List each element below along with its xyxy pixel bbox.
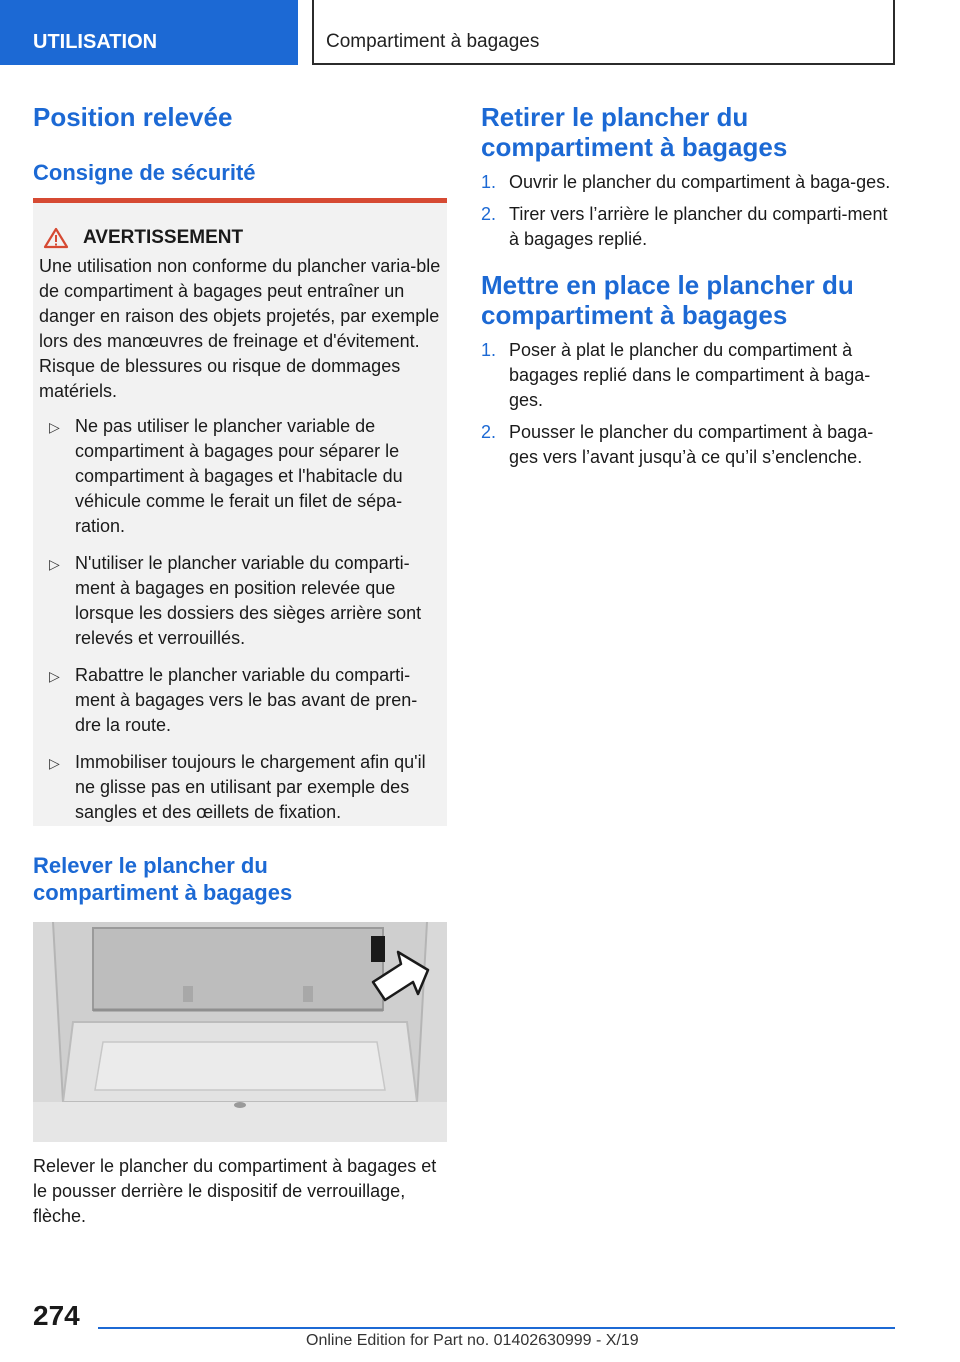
triangle-bullet-icon: ▷ bbox=[49, 556, 60, 572]
install-floor-steps bbox=[481, 338, 895, 470]
step-number: 2. bbox=[481, 204, 497, 224]
step-item bbox=[481, 420, 895, 470]
triangle-bullet-icon: ▷ bbox=[49, 419, 60, 435]
footer-divider bbox=[98, 1327, 895, 1329]
warning-triangle-icon bbox=[43, 227, 69, 249]
step-number: 2. bbox=[481, 422, 497, 442]
triangle-bullet-icon: ▷ bbox=[49, 668, 60, 684]
step-item bbox=[481, 202, 895, 252]
step-text: Tirer vers l’arrière le plancher du comparti-ment à bagages replié. bbox=[509, 204, 888, 249]
warning-list-item-text: N'utiliser le plancher variable du comparti-ment à bagages en position relevée que lorsque les dossiers des sièges arrière sont relevés et verrouillés. bbox=[75, 553, 422, 648]
step-number: 1. bbox=[481, 172, 497, 192]
step-item bbox=[481, 170, 895, 195]
warning-list-item bbox=[39, 551, 441, 651]
header-chapter-tab bbox=[312, 0, 895, 65]
figure-caption: Relever le plancher du compartiment à bagages et le pousser derrière le dispositif de verrouillage, flèche. bbox=[33, 1156, 437, 1226]
warning-list-item bbox=[39, 750, 441, 825]
triangle-bullet-icon: ▷ bbox=[49, 755, 60, 771]
header-section-label: UTILISATION bbox=[33, 31, 158, 53]
step-item bbox=[481, 338, 895, 413]
warning-text: Une utilisation non conforme du plancher varia-ble de compartiment à bagages peut entraîner un danger en raison des objets projetés, par exemple lors des manœuvres de freinage et d'évitement. Risque de blessures ou risque de dommages matériels. bbox=[39, 256, 441, 401]
left-column bbox=[33, 102, 447, 186]
step-text: Pousser le plancher du compartiment à baga-ges vers l’avant jusqu’à ce qu’il s’enclenche. bbox=[509, 422, 874, 467]
trunk-floor-illustration bbox=[33, 922, 447, 1142]
page-title: Position relevée bbox=[33, 102, 233, 132]
remove-floor-heading: Retirer le plancher du compartiment à bagages bbox=[481, 102, 788, 162]
step-text: Poser à plat le plancher du compartiment à bagages replié dans le compartiment à baga-ges. bbox=[509, 340, 871, 410]
warning-list-item-text: Ne pas utiliser le plancher variable de compartiment à bagages pour séparer le compartiment à bagages et l'habitacle du véhicule comme le ferait un filet de sépa-ration. bbox=[75, 416, 403, 536]
warning-list-item-text: Rabattre le plancher variable du comparti-ment à bagages vers le bas avant de pren-dre la route. bbox=[75, 665, 418, 735]
safety-subtitle: Consigne de sécurité bbox=[33, 160, 256, 185]
trunk-image bbox=[33, 922, 447, 1142]
header-section-tab bbox=[0, 0, 298, 65]
warning-list-item bbox=[39, 663, 441, 738]
warning-list-item-text: Immobiliser toujours le chargement afin qu'il ne glisse pas en utilisant par exemple des sangles et des œillets de fixation. bbox=[75, 752, 426, 822]
raise-floor-heading: Relever le plancher du compartiment à bagages bbox=[33, 853, 293, 905]
step-text: Ouvrir le plancher du compartiment à baga-ges. bbox=[509, 172, 891, 192]
warning-list-item bbox=[39, 414, 441, 539]
remove-floor-steps bbox=[481, 170, 895, 252]
warning-box bbox=[33, 198, 447, 826]
right-column bbox=[481, 102, 895, 477]
page-number: 274 bbox=[33, 1300, 80, 1331]
warning-list bbox=[39, 414, 441, 825]
warning-heading bbox=[43, 225, 441, 250]
footer-edition: Online Edition for Part no. 01402630999 - X/19 bbox=[306, 1332, 639, 1349]
install-floor-heading: Mettre en place le plancher du compartiment à bagages bbox=[481, 270, 854, 330]
step-number: 1. bbox=[481, 340, 497, 360]
header-chapter-label: Compartiment à bagages bbox=[326, 31, 540, 52]
warning-title: AVERTISSEMENT bbox=[83, 227, 244, 248]
